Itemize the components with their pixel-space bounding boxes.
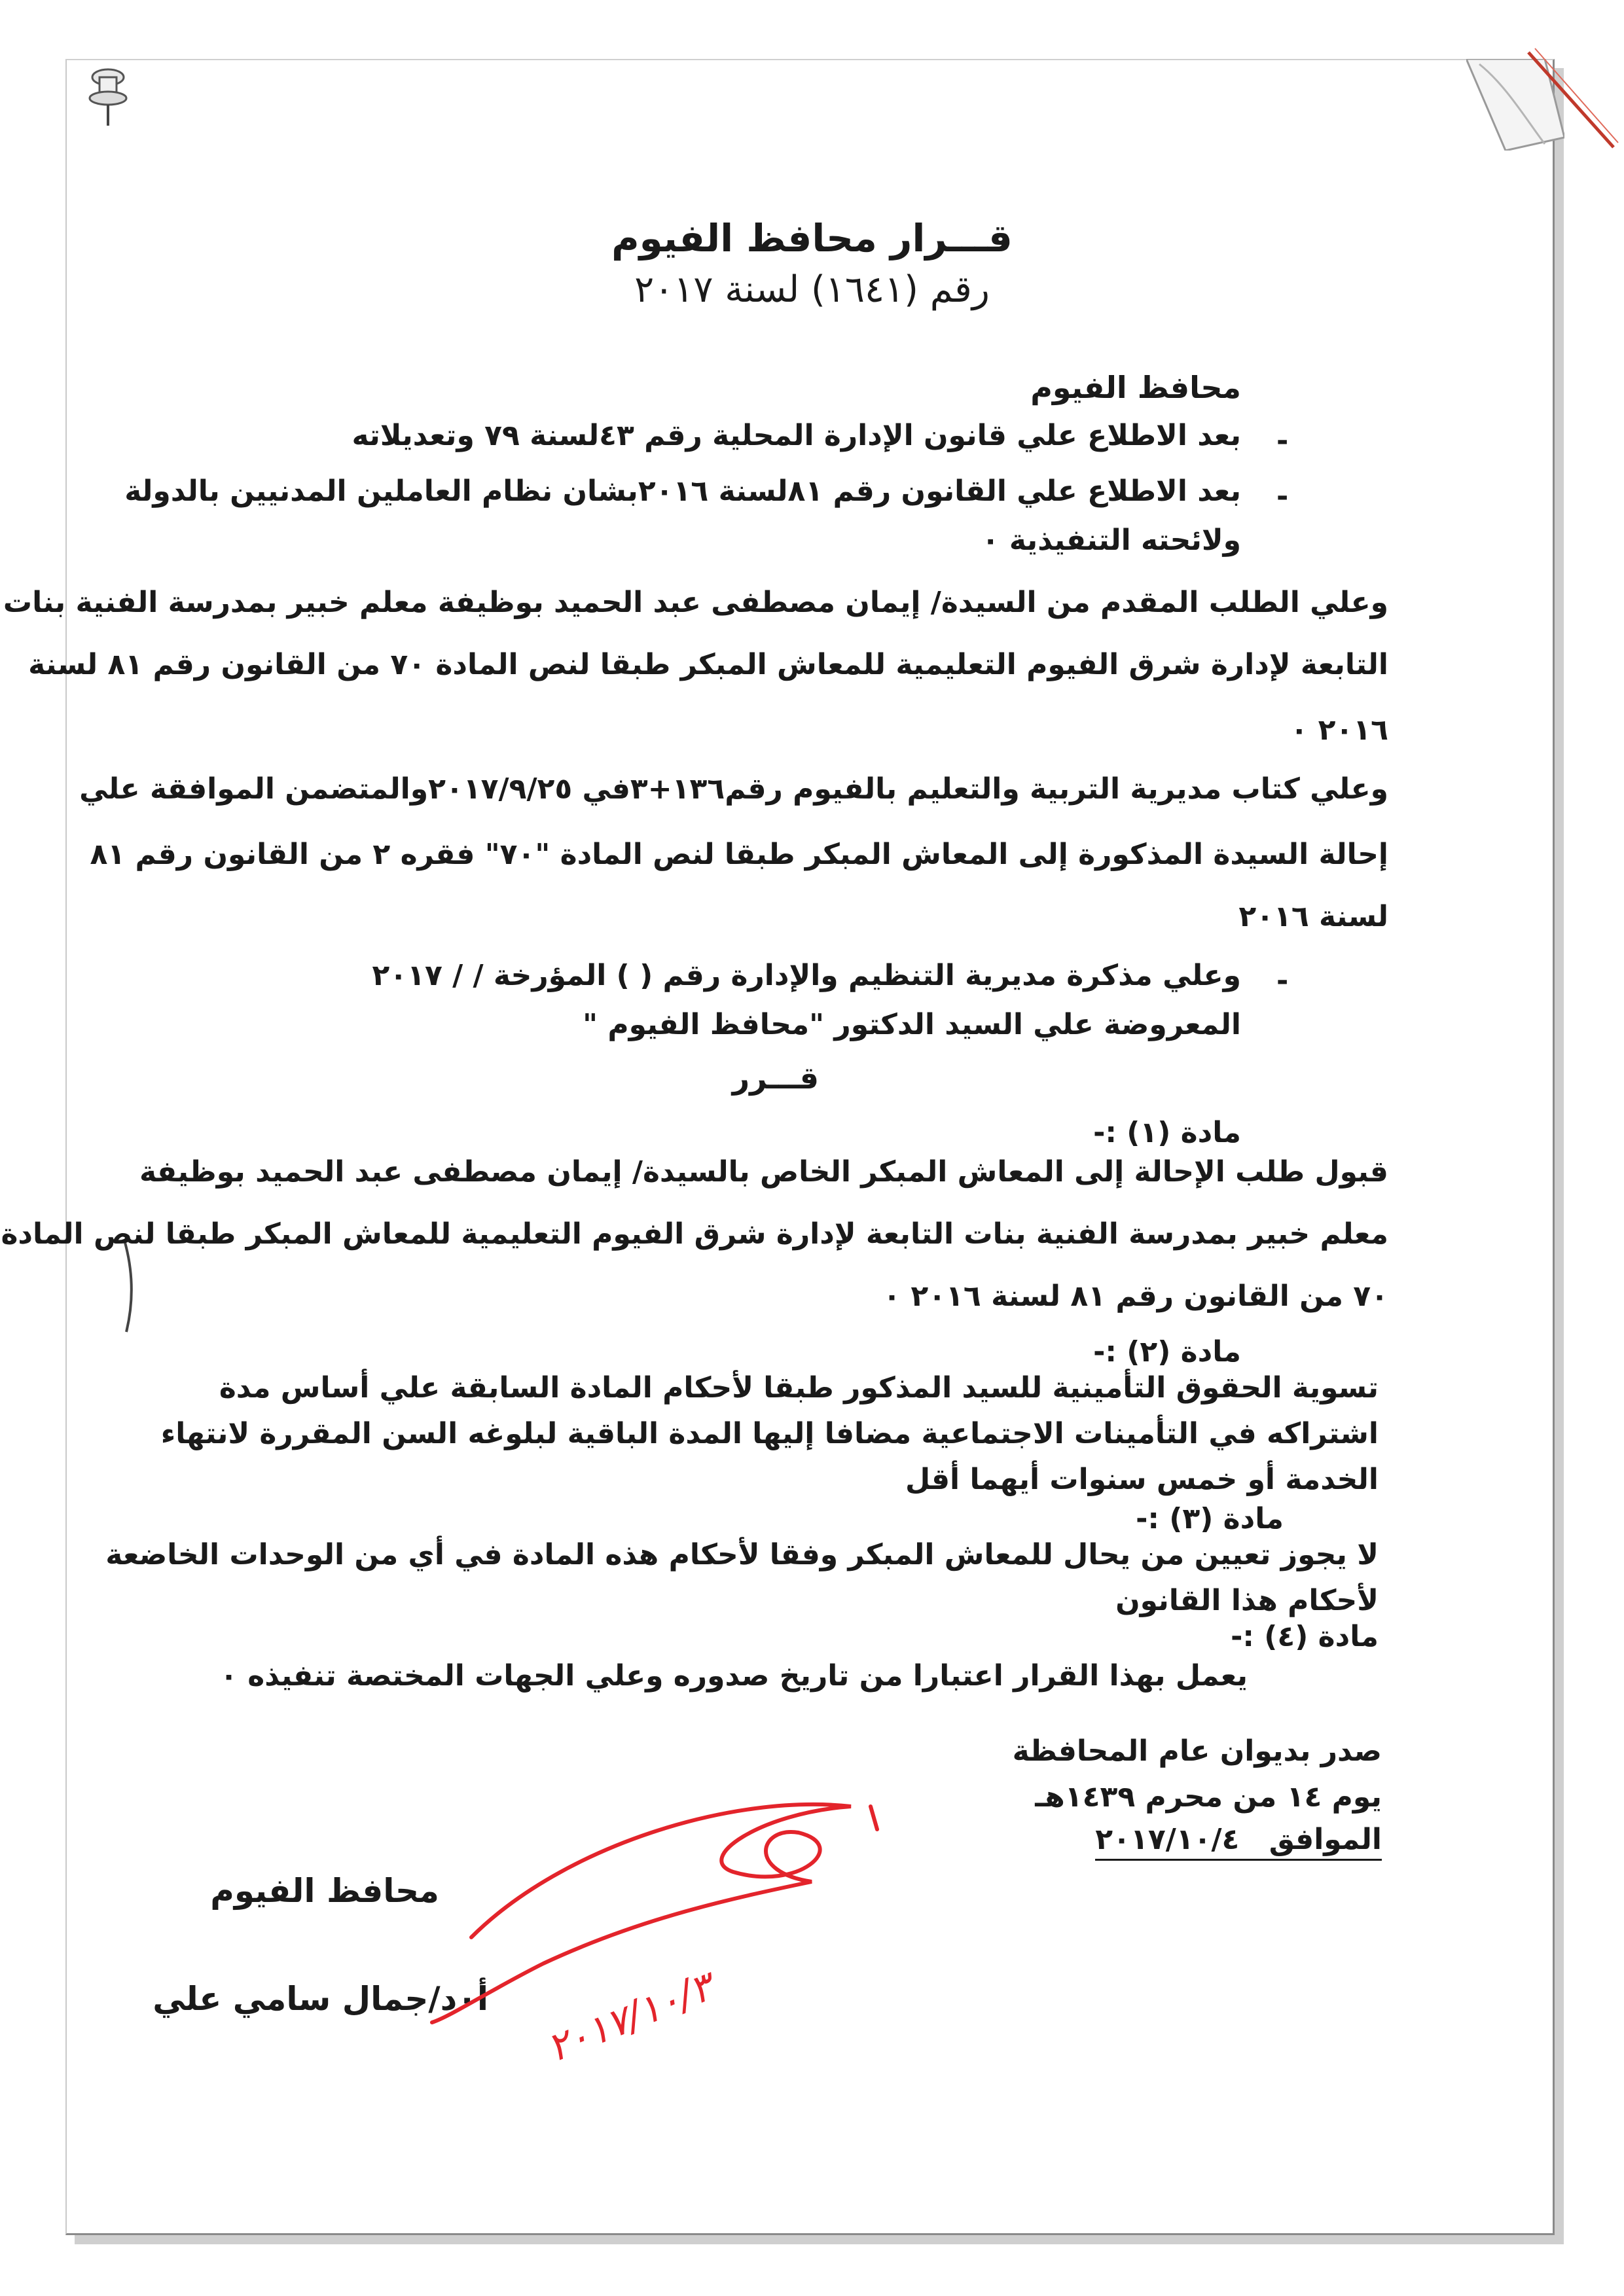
- memo-line: المعروضة علي السيد الدكتور "محافظ الفيوم ": [583, 1008, 1241, 1041]
- article-line: ٧٠ من القانون رقم ٨١ لسنة ٢٠١٦ ٠: [883, 1280, 1388, 1313]
- paragraph-line: ٢٠١٦ ٠: [1290, 713, 1388, 747]
- bullet-marker: -: [1276, 480, 1289, 513]
- preamble-item: بعد الاطلاع علي القانون رقم ٨١لسنة ٢٠١٦بشان نظام العاملين المدنيين بالدولة: [124, 475, 1241, 508]
- article-label: مادة (٢) :-: [1093, 1335, 1241, 1369]
- preamble-item: بعد الاطلاع علي قانون الإدارة المحلية رقم ٤٣لسنة ٧٩ وتعديلاته: [352, 419, 1241, 452]
- article-label: مادة (١) :-: [1093, 1116, 1241, 1149]
- decree-title: قـــرار محافظ الفيوم: [611, 216, 1013, 260]
- pushpin-icon: [85, 65, 131, 128]
- article-line: قبول طلب الإحالة إلى المعاش المبكر الخاص بالسيدة/ إيمان مصطفى عبد الحميد بوظيفة: [139, 1155, 1388, 1189]
- paragraph-line: إحالة السيدة المذكورة إلى المعاش المبكر طبقا لنص المادة "٧٠" فقره ٢ من القانون رقم ٨١: [90, 838, 1388, 871]
- signatory-title: محافظ الفيوم: [210, 1872, 439, 1910]
- preamble-item-continued: ولائحته التنفيذية ٠: [981, 524, 1241, 557]
- issued-day: يوم ١٤ من محرم ١٤٣٩هـ: [1035, 1780, 1382, 1814]
- paragraph-line: لسنة ٢٠١٦: [1238, 900, 1388, 933]
- article-line: الخدمة أو خمس سنوات أيهما أقل: [905, 1463, 1379, 1496]
- memo-line: وعلي مذكرة مديرية التنظيم والإدارة رقم ( ) المؤرخة / / ٢٠١٧: [372, 959, 1241, 992]
- issued-place: صدر بديوان عام المحافظة: [1012, 1734, 1382, 1768]
- issued-date-value: ٢٠١٧/١٠/٤: [1095, 1823, 1240, 1856]
- article-line: اشتراكه في التأمينات الاجتماعية مضافا إليها المدة الباقية لبلوغه السن المقررة لانتهاء: [160, 1417, 1379, 1450]
- decides-heading: قـــرر: [732, 1060, 819, 1096]
- handwritten-date: ٢٠١٧/١٠/٣: [540, 1964, 719, 2072]
- article-line: معلم خبير بمدرسة الفنية بنات التابعة لإدارة شرق الفيوم التعليمية للمعاش المبكر طبقا لنص المادة: [1, 1217, 1388, 1251]
- paragraph-line: التابعة لإدارة شرق الفيوم التعليمية للمعاش المبكر طبقا لنص المادة ٧٠ من القانون رقم ٨١ لسنة: [28, 648, 1388, 681]
- signatory-name: أ٠د/جمال سامي علي: [153, 1980, 488, 2018]
- article-label: مادة (٤) :-: [1231, 1620, 1379, 1653]
- article-line: تسوية الحقوق التأمينية للسيد المذكور طبقا لأحكام المادة السابقة علي أساس مدة: [219, 1371, 1379, 1405]
- bullet-marker: -: [1276, 424, 1289, 457]
- red-pen-stroke: [1519, 39, 1623, 157]
- decree-number-text: رقم (١٦٤١) لسنة ٢٠١٧: [634, 268, 990, 311]
- article-line: لأحكام هذا القانون: [1115, 1584, 1379, 1617]
- decree-number: [0, 268, 1624, 311]
- paragraph-line: وعلي كتاب مديرية التربية والتعليم بالفيوم رقم١٣٦+٣في ٢٠١٧/٩/٢٥والمتضمن الموافقة علي: [79, 772, 1388, 806]
- issued-date-label: الموافق: [1269, 1823, 1382, 1856]
- margin-bracket: [121, 1237, 141, 1335]
- article-label: مادة (٣) :-: [1136, 1502, 1284, 1535]
- issued-date-line: [1095, 1823, 1382, 1861]
- preamble-heading: محافظ الفيوم: [1030, 370, 1241, 405]
- article-line: لا يجوز تعيين من يحال للمعاش المبكر وفقا لأحكام هذه المادة في أي من الوحدات الخاضعة: [105, 1538, 1379, 1571]
- paragraph-line: وعلي الطلب المقدم من السيدة/ إيمان مصطفى عبد الحميد بوظيفة معلم خبير بمدرسة الفنية بنات: [3, 586, 1388, 619]
- article-line: يعمل بهذا القرار اعتبارا من تاريخ صدوره وعلي الجهات المختصة تنفيذه ٠: [220, 1659, 1248, 1693]
- bullet-marker: -: [1276, 964, 1289, 997]
